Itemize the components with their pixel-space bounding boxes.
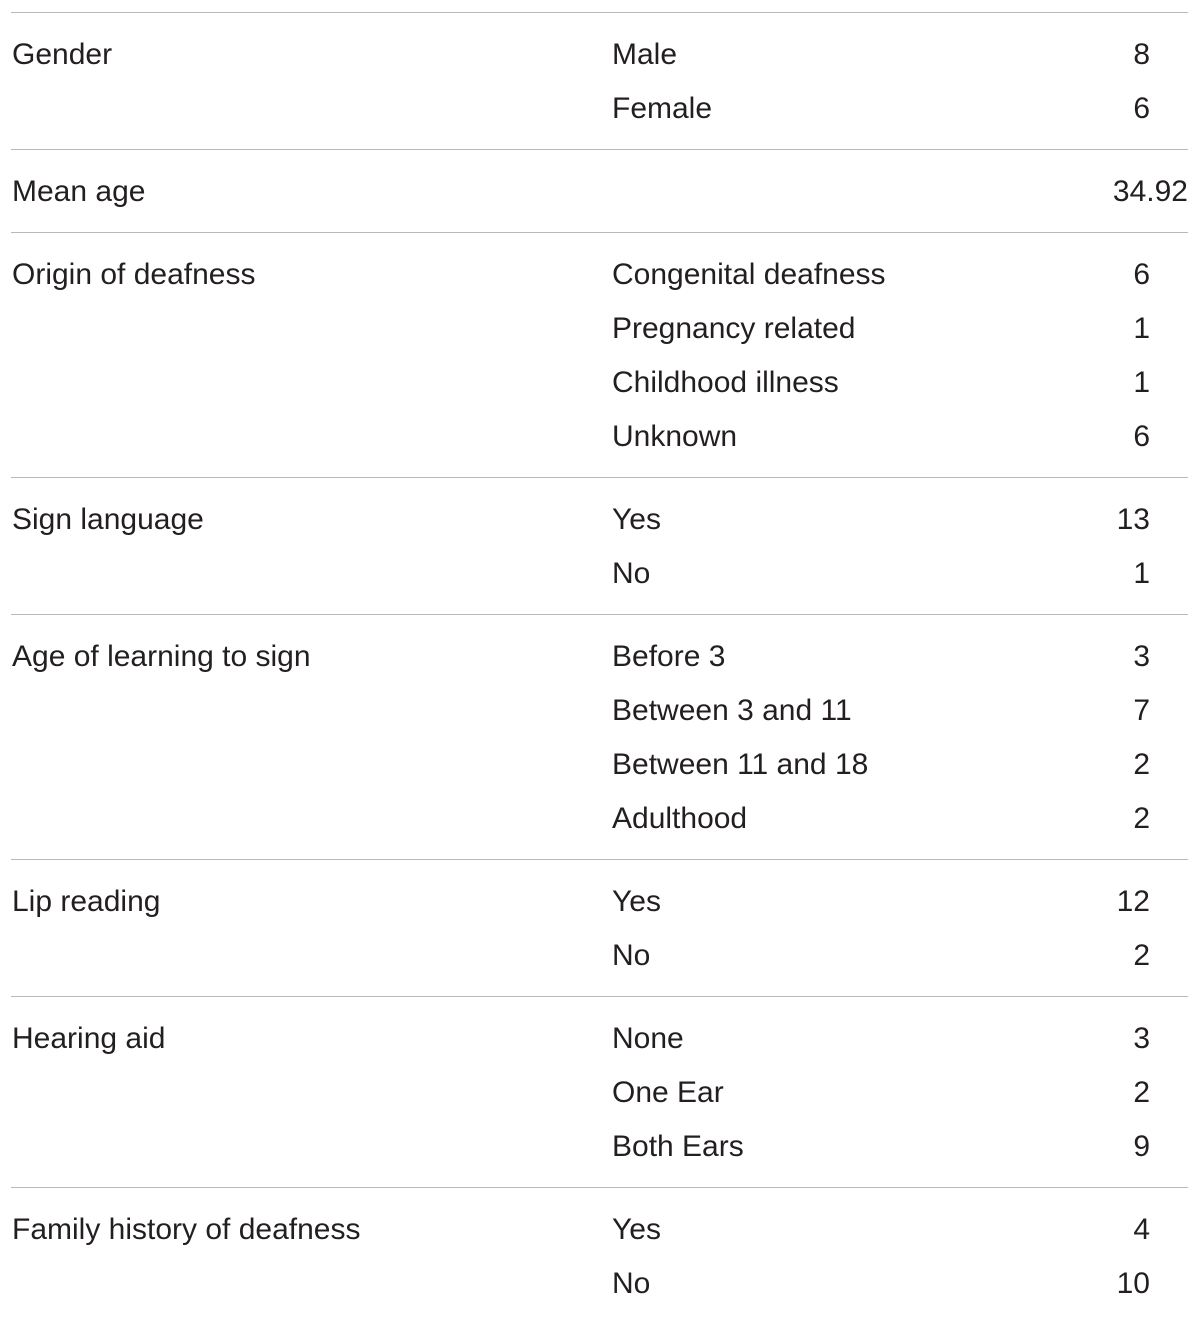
count-value: 12 xyxy=(1116,885,1150,918)
count-value: 2 xyxy=(1133,939,1150,972)
count-value: 6 xyxy=(1133,92,1150,125)
subcategory-label: Between 11 and 18 xyxy=(612,748,869,781)
subcategory-label: Yes xyxy=(612,885,661,918)
subcategory-label: One Ear xyxy=(612,1076,724,1109)
table-group-age-of-learning-to-sign xyxy=(11,615,1188,860)
count-value: 3 xyxy=(1133,640,1150,673)
subcategory-label: Female xyxy=(612,92,713,125)
count-value: 8 xyxy=(1133,38,1150,71)
count-value: 1 xyxy=(1133,366,1150,399)
subcategory-label: Both Ears xyxy=(612,1130,744,1163)
table-row xyxy=(11,28,1188,82)
table-group-hearing-aid xyxy=(11,997,1188,1188)
subcategory-label: Before 3 xyxy=(612,640,726,673)
category-label: Hearing aid xyxy=(12,1022,166,1055)
subcategory-label: Childhood illness xyxy=(612,366,839,399)
count-value: 7 xyxy=(1133,694,1150,727)
category-label: Mean age xyxy=(12,175,146,208)
subcategory-label: No xyxy=(612,1267,651,1300)
table-row xyxy=(11,1066,1188,1120)
category-label: Origin of deafness xyxy=(12,258,256,291)
demographics-table xyxy=(11,12,1188,1324)
count-value: 13 xyxy=(1116,503,1150,536)
subcategory-label: Congenital deafness xyxy=(612,258,886,291)
count-value: 3 xyxy=(1133,1022,1150,1055)
category-label: Age of learning to sign xyxy=(12,640,311,673)
count-value: 2 xyxy=(1133,802,1150,835)
table-row xyxy=(11,1203,1188,1257)
subcategory-label: No xyxy=(612,939,651,972)
table-row xyxy=(11,248,1188,302)
count-value: 9 xyxy=(1133,1130,1150,1163)
category-label: Lip reading xyxy=(12,885,161,918)
table-row xyxy=(11,547,1188,601)
subcategory-label: Yes xyxy=(612,503,661,536)
count-value: 2 xyxy=(1133,748,1150,781)
count-value: 4 xyxy=(1133,1213,1150,1246)
mean-age-value: 34.92 xyxy=(1112,175,1188,208)
table-group-origin-of-deafness xyxy=(11,233,1188,478)
subcategory-label: Pregnancy related xyxy=(612,312,856,345)
count-value: 1 xyxy=(1133,312,1150,345)
table-row xyxy=(11,738,1188,792)
category-label: Sign language xyxy=(12,503,204,536)
table-row xyxy=(11,410,1188,464)
subcategory-label: No xyxy=(612,557,651,590)
table-group-family-history xyxy=(11,1188,1188,1324)
table-row xyxy=(11,792,1188,846)
subcategory-label: Unknown xyxy=(612,420,738,453)
count-value: 10 xyxy=(1116,1267,1150,1300)
table-row xyxy=(11,630,1188,684)
table-row xyxy=(11,1257,1188,1311)
table-group-mean-age xyxy=(11,150,1188,233)
table-group-sign-language xyxy=(11,478,1188,615)
table-group-lip-reading xyxy=(11,860,1188,997)
table-row xyxy=(11,1120,1188,1174)
subcategory-label: Adulthood xyxy=(612,802,748,835)
table-row xyxy=(11,929,1188,983)
count-value: 2 xyxy=(1133,1076,1150,1109)
table-row xyxy=(11,82,1188,136)
category-label: Family history of deafness xyxy=(12,1213,361,1246)
subcategory-label: None xyxy=(612,1022,684,1055)
count-value: 1 xyxy=(1133,557,1150,590)
subcategory-label: Between 3 and 11 xyxy=(612,694,852,727)
table-row xyxy=(11,493,1188,547)
table-row xyxy=(11,1012,1188,1066)
table-row xyxy=(11,684,1188,738)
table-row xyxy=(11,165,1188,219)
count-value: 6 xyxy=(1133,420,1150,453)
category-label: Gender xyxy=(12,38,113,71)
count-value: 6 xyxy=(1133,258,1150,291)
table-group-gender xyxy=(11,13,1188,150)
table-row xyxy=(11,875,1188,929)
subcategory-label: Male xyxy=(612,38,678,71)
subcategory-label: Yes xyxy=(612,1213,661,1246)
table-row xyxy=(11,302,1188,356)
table-row xyxy=(11,356,1188,410)
